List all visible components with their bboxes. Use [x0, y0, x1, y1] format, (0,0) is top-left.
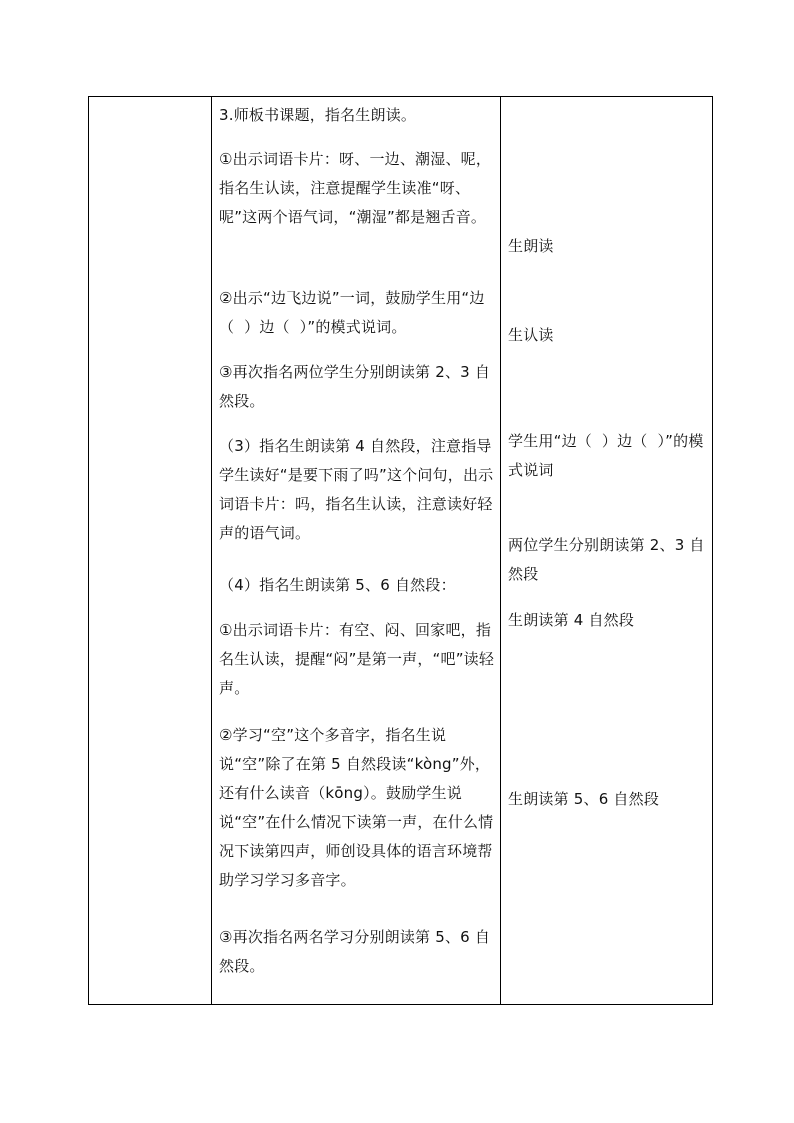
teacher-activity-column [211, 97, 501, 1004]
teacher-step-reread: ③再次指名两名学习分别朗读第 5、6 自然段。 [219, 928, 491, 975]
student-activity-5: 生朗读第 4 自然段 [508, 611, 635, 629]
teacher-step-2: ②出示“边飞边说”一词，鼓励学生用“边（ ）边（ ）”的模式说词。 [219, 289, 485, 336]
teacher-step-3: ③再次指名两位学生分别朗读第 2、3 自然段。 [219, 363, 491, 410]
teacher-step-paragraph-4: （3）指名生朗读第 4 自然段，注意指导学生读好“是要下雨了吗”这个问句，出示词语卡片：吗，指名生认读，注意读好轻声的语气词。 [219, 437, 494, 542]
student-activity-1: 生朗读 [508, 237, 554, 255]
teacher-step-1: ①出示词语卡片：呀、一边、潮湿、呢，指名生认读，注意提醒学生读准“呀、呢”这两个语气词，“潮湿”都是翘舌音。 [219, 150, 492, 226]
student-activity-2: 生认读 [508, 326, 554, 344]
student-activity-6: 生朗读第 5、6 自然段 [508, 790, 660, 808]
teacher-step-title: 3.师板书课题，指名生朗读。 [219, 106, 417, 124]
teacher-step-word-cards: ①出示词语卡片：有空、闷、回家吧，指名生认读，提醒“闷”是第一声，“吧”读轻声。 [219, 621, 495, 697]
lesson-table [88, 96, 713, 1005]
student-activity-column [500, 97, 712, 1004]
teacher-step-paragraph-5-6: （4）指名生朗读第 5、6 自然段： [219, 576, 456, 594]
teacher-step-polyphone: ②学习“空”这个多音字，指名生说说“空”除了在第 5 自然段读“kòng”外，还有什么读音（kōng）。鼓励学生说说“空”在什么情况下读第一声，在什么情况下读第四声，师创设具体的语言环境帮助学习学习多音字。 [219, 726, 494, 889]
empty-left-column [89, 97, 212, 1004]
student-activity-4: 两位学生分别朗读第 2、3 自然段 [508, 536, 705, 583]
student-activity-3: 学生用“边（ ）边（ ）”的模式说词 [508, 432, 704, 479]
